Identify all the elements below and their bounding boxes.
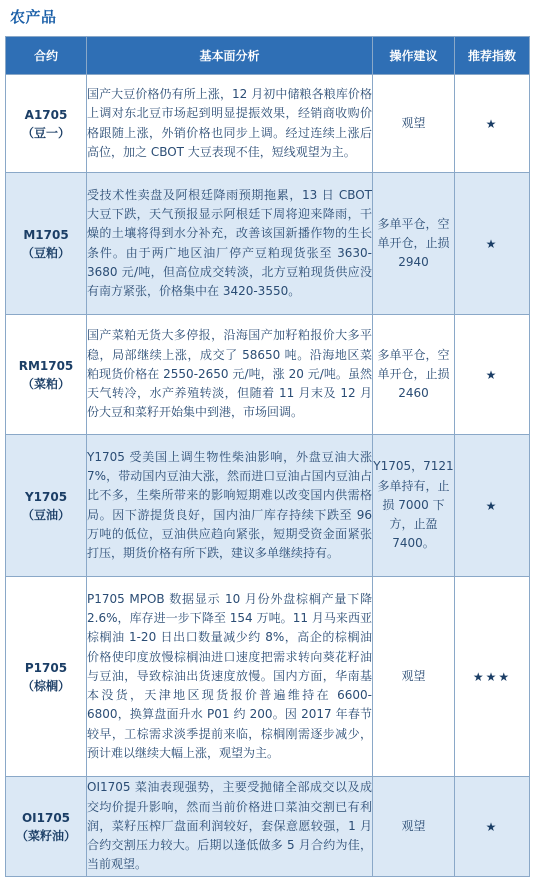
advice-cell: 观望: [373, 777, 455, 877]
advice-cell: Y1705，7121 多单持有，止损 7000 下方，止盈 7400。: [373, 435, 455, 577]
section-title: 农产品: [10, 8, 57, 26]
advice-cell: 观望: [373, 577, 455, 777]
contract-code: P1705: [24, 660, 68, 675]
rating-stars: ★: [455, 777, 530, 877]
rating-stars: ★: [455, 435, 530, 577]
rating-stars: ★: [455, 75, 530, 173]
contract-cell: [6, 435, 87, 577]
contract-name: （豆粕）: [21, 245, 70, 260]
contract-name: （菜籽油）: [15, 828, 76, 843]
contract-cell: [6, 75, 87, 173]
analysis-cell: OI1705 菜油表现强势，主要受抛储全部成交以及成交均价提升影响，然而当前价格进口菜油交割已有利润，菜籽压榨厂盘面利润较好，套保意愿较强，1 月合约交割压力较大。后期以逢低做多 5 月合约为佳，当前观望。: [87, 777, 373, 877]
rating-stars: ★: [455, 173, 530, 315]
analysis-cell: P1705 MPOB 数据显示 10 月份外盘棕榈产量下降 2.6%，库存进一步下降至 154 万吨。11 月马来西亚棕榈油 1-20 日出口数量减少约 8%，高企的棕榈油价格使印度放慢棕榈油进口速度把需求转向葵花籽油与豆油，导致棕油出货速度放慢。国内方面，华南基本没货，天津地区现货报价普遍维持在 6600-6800，换算盘面升水 P01 约 200。因 2017 年春节较早，工棕需求淡季提前来临，棕榈刚需逐步减少，预计难以继续大幅上涨，观望为主。: [87, 577, 373, 777]
contract-name: （豆一）: [21, 125, 70, 140]
contract-code: OI1705: [21, 810, 71, 825]
advice-cell: 多单平仓，空单开仓，止损 2460: [373, 315, 455, 435]
analysis-cell: Y1705 受美国上调生物性柴油影响，外盘豆油大涨 7%，带动国内豆油大涨，然而进口豆油占国内豆油占比不多，生柴所带来的影响短期难以改变国内供需格局。因下游提货良好，国内油厂库存持续下跌至 96 万吨的低位，豆油供应趋向紧张，短期受资金面紧张打压，期货价格有所下跌，建议多单继续持有。: [87, 435, 373, 577]
table-row: [6, 173, 530, 315]
table-row: [6, 435, 530, 577]
contract-name: （菜粕）: [21, 376, 70, 391]
header-contract: 合约: [6, 37, 87, 75]
contract-code: M1705: [23, 227, 69, 242]
table-row: [6, 777, 530, 877]
analysis-cell: 受技术性卖盘及阿根廷降雨预期拖累，13 日 CBOT 大豆下跌，天气预报显示阿根廷下周将迎来降雨，干燥的土壤将得到水分补充，改善该国新播作物的生长条件。由于两广地区油厂停产豆粕现货张至 3630-3680 元/吨，但高位成交转淡，北方豆粕现货供应没有南方紧张，价格集中在 3420-3550。: [87, 173, 373, 315]
header-rating: 推荐指数: [455, 37, 530, 75]
advice-cell: 多单平仓，空单开仓，止损 2940: [373, 173, 455, 315]
header-advice: 操作建议: [373, 37, 455, 75]
analysis-cell: 国产菜粕无货大多停报，沿海国产加籽粕报价大多平稳，局部继续上涨，成交了 58650 吨。沿海地区菜粕现货价格在 2550-2650 元/吨，涨 20 元/吨。虽然天气转冷，水产养殖转淡，但随着 11 月末及 12 月份大豆和菜籽开始集中到港，市场回调。: [87, 315, 373, 435]
contract-cell: [6, 777, 87, 877]
contract-code: RM1705: [18, 358, 74, 373]
table-row: [6, 75, 530, 173]
rating-stars: ★: [455, 315, 530, 435]
table-row: [6, 315, 530, 435]
contract-cell: [6, 577, 87, 777]
agri-products-table: [5, 36, 530, 877]
rating-stars: ★★★: [455, 577, 530, 777]
table-header-row: [6, 37, 530, 75]
header-analysis: 基本面分析: [87, 37, 373, 75]
contract-cell: [6, 315, 87, 435]
contract-name: （棕榈）: [21, 678, 70, 693]
table-row: [6, 577, 530, 777]
advice-cell: 观望: [373, 75, 455, 173]
contract-name: （豆油）: [21, 507, 70, 522]
analysis-cell: 国产大豆价格仍有所上涨，12 月初中储粮各粮库价格上调对东北豆市场起到明显提振效果，经销商收购价格跟随上涨，外销价格也同步上调。经过连续上涨后高位，加之 CBOT 大豆表现不佳，短线观望为主。: [87, 75, 373, 173]
contract-code: A1705: [24, 107, 68, 122]
contract-cell: [6, 173, 87, 315]
contract-code: Y1705: [24, 489, 68, 504]
